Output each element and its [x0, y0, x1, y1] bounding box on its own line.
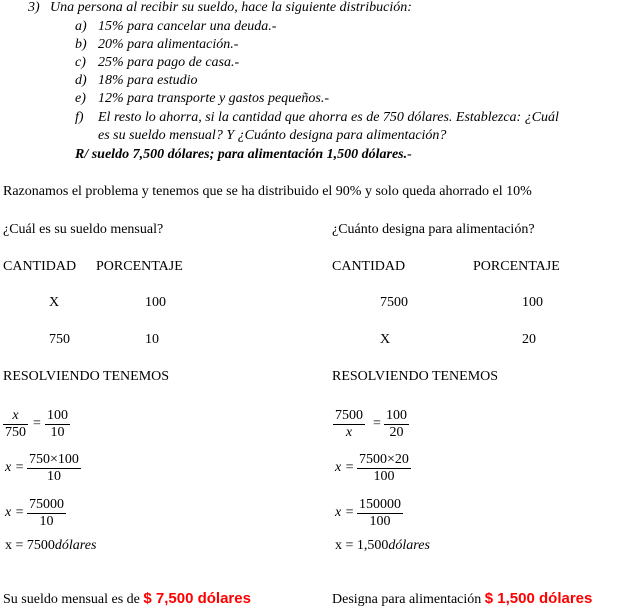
- item-text-e: 12% para transporte y gastos pequeños.-: [98, 91, 329, 106]
- right-result: $ 1,500 dólares: [484, 590, 593, 607]
- right-r1-porcentaje: 100: [522, 295, 543, 310]
- left-conclusion: [3, 590, 251, 608]
- right-eq1-lhs-num: 7500: [335, 408, 363, 423]
- left-conclusion-text: Su sueldo mensual es de: [3, 592, 140, 607]
- left-r2-cantidad: 750: [49, 332, 70, 347]
- right-eq2-num: 7500×20: [359, 452, 409, 467]
- right-eq3-fraction: [357, 497, 403, 530]
- left-eq2-lhs: x =: [5, 460, 25, 475]
- right-eq3-num: 150000: [359, 497, 401, 512]
- left-eq3-num: 75000: [29, 497, 64, 512]
- right-eq1-equals: =: [373, 416, 381, 431]
- item-letter-f: f): [75, 110, 84, 125]
- left-r1-cantidad: X: [49, 295, 60, 310]
- item-letter-a: a): [75, 19, 87, 34]
- left-r2-porcentaje: 10: [145, 332, 159, 347]
- right-r2-cantidad: X: [380, 332, 391, 347]
- item-letter-e: e): [75, 91, 86, 106]
- right-header-cantidad: CANTIDAD: [332, 259, 406, 274]
- problem-intro: Una persona al recibir su sueldo, hace la siguiente distribución:: [50, 0, 412, 15]
- right-eq1-rhs-num: 100: [386, 408, 407, 423]
- item-text-f-cont: es su sueldo mensual? Y ¿Cuánto designa para alimentación?: [98, 128, 447, 143]
- left-eq3-den: 10: [27, 513, 66, 530]
- problem-number: 3): [28, 0, 40, 15]
- right-eq1-lhs-fraction: [333, 408, 365, 441]
- right-header-porcentaje: PORCENTAJE: [473, 259, 560, 274]
- left-header-cantidad: CANTIDAD: [3, 259, 77, 274]
- left-eq1-lhs-fraction: [3, 408, 28, 441]
- left-eq2-num: 750×100: [29, 452, 79, 467]
- left-eq4: [5, 538, 96, 554]
- item-text-d: 18% para estudio: [98, 73, 198, 88]
- reasoning-text: Razonamos el problema y tenemos que se ha distribuido el 90% y solo queda ahorrado el 10%: [3, 184, 532, 199]
- right-eq1-rhs-den: 20: [384, 424, 409, 441]
- left-eq3-fraction: [27, 497, 66, 530]
- right-eq2-fraction: [357, 452, 411, 485]
- item-text-f: El resto lo ahorra, si la cantidad que ahorra es de 750 dólares. Establezca: ¿Cuál: [98, 110, 559, 125]
- right-eq2-lhs: x =: [335, 460, 355, 475]
- right-resolving: RESOLVIENDO TENEMOS: [332, 369, 499, 384]
- problem-answer: R/ sueldo 7,500 dólares; para alimentación 1,500 dólares.-: [75, 147, 412, 162]
- item-letter-b: b): [75, 37, 87, 52]
- right-eq3-lhs: x =: [335, 505, 355, 520]
- right-eq1-lhs-den: x: [333, 424, 365, 441]
- item-text-a: 15% para cancelar una deuda.-: [98, 19, 277, 34]
- item-text-c: 25% para pago de casa.-: [98, 55, 240, 70]
- item-letter-c: c): [75, 55, 86, 70]
- left-eq3-lhs: x =: [5, 505, 25, 520]
- left-eq4-unit: dólares: [54, 538, 97, 553]
- left-result: $ 7,500 dólares: [143, 590, 251, 607]
- left-resolving: RESOLVIENDO TENEMOS: [3, 369, 170, 384]
- left-eq1-equals: =: [33, 416, 41, 431]
- left-eq1-lhs-num: x: [12, 408, 19, 423]
- right-conclusion-text: Designa para alimentación: [332, 592, 482, 607]
- right-eq2-den: 100: [357, 468, 411, 485]
- right-eq4-unit: dólares: [388, 538, 430, 553]
- right-eq4-lhs: x = 1,500: [335, 538, 389, 553]
- item-letter-d: d): [75, 73, 87, 88]
- left-eq1-rhs-den: 10: [45, 424, 70, 441]
- right-r2-porcentaje: 20: [522, 332, 536, 347]
- right-eq3-den: 100: [357, 513, 403, 530]
- right-eq4: [335, 538, 430, 554]
- left-eq1-rhs-num: 100: [47, 408, 68, 423]
- left-eq1-rhs-fraction: [45, 408, 70, 441]
- left-r1-porcentaje: 100: [145, 295, 166, 310]
- left-question: ¿Cuál es su sueldo mensual?: [3, 222, 164, 237]
- right-question: ¿Cuánto designa para alimentación?: [332, 222, 535, 237]
- left-eq2-fraction: [27, 452, 81, 485]
- left-eq2-den: 10: [27, 468, 81, 485]
- left-eq4-lhs: x = 7500: [5, 538, 55, 553]
- left-eq1-lhs-den: 750: [5, 425, 26, 440]
- right-r1-cantidad: 7500: [380, 295, 408, 310]
- item-text-b: 20% para alimentación.-: [98, 37, 239, 52]
- right-conclusion: [332, 590, 592, 608]
- right-eq1-rhs-fraction: [384, 408, 409, 441]
- left-header-porcentaje: PORCENTAJE: [96, 259, 183, 274]
